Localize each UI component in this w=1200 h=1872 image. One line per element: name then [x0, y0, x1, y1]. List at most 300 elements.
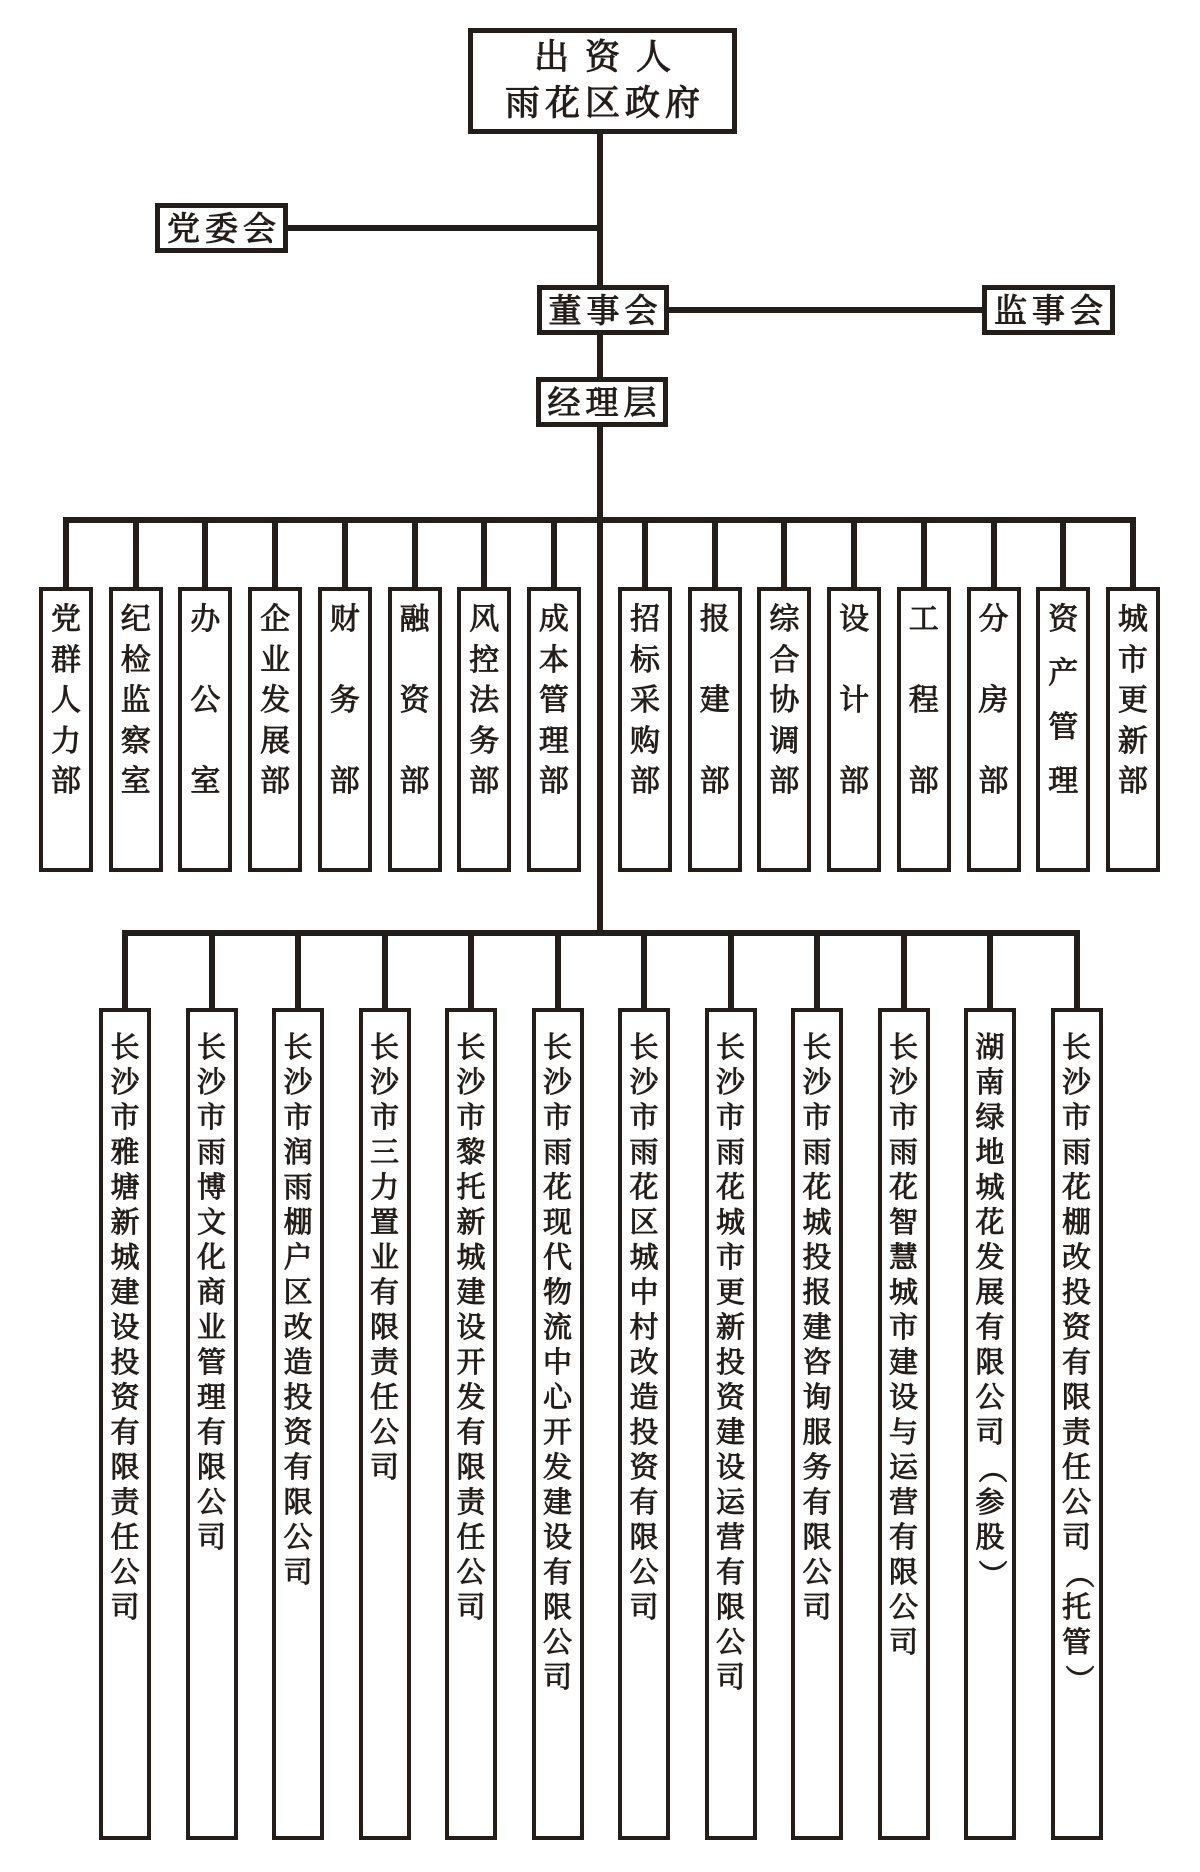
glyph: 责	[369, 1347, 399, 1379]
glyph: 办	[190, 603, 221, 636]
glyph: 长	[110, 1032, 140, 1064]
glyph: 投	[715, 1347, 745, 1379]
subsidiary-box-7	[618, 1008, 670, 1840]
glyph: 群	[51, 643, 81, 677]
subsidiary-stub-3	[295, 936, 301, 1008]
glyph: 雨	[283, 1172, 313, 1204]
glyph: 沙	[110, 1067, 140, 1099]
glyph: 建	[699, 684, 730, 717]
glyph: 公	[456, 1557, 486, 1589]
glyph: 市	[715, 1102, 745, 1134]
connector-departments-bus	[63, 517, 1136, 523]
party-committee-box	[155, 203, 288, 253]
subsidiary-label	[968, 1034, 1012, 1594]
glyph: 长	[888, 1032, 918, 1064]
department-label	[761, 605, 807, 797]
department-label	[831, 605, 877, 797]
department-stub-13	[921, 523, 927, 587]
subsidiary-stub-4	[382, 936, 388, 1008]
subsidiary-label	[536, 1034, 580, 1699]
subsidiary-label	[882, 1034, 926, 1664]
glyph: 花	[542, 1172, 572, 1204]
glyph: 任	[110, 1522, 140, 1554]
glyph: 房	[978, 684, 1009, 717]
glyph: 任	[369, 1382, 399, 1414]
department-stub-9	[642, 523, 648, 587]
glyph: 公	[196, 1487, 226, 1519]
glyph: 标	[630, 643, 660, 677]
glyph: 公	[1061, 1487, 1091, 1519]
glyph: 资	[629, 1452, 659, 1484]
department-label	[182, 605, 228, 797]
glyph: 风	[469, 603, 500, 636]
subsidiary-box-8	[705, 1008, 757, 1840]
glyph: 沙	[629, 1067, 659, 1099]
glyph: 资	[283, 1417, 313, 1449]
department-box-13	[897, 587, 951, 872]
glyph: 沙	[542, 1067, 572, 1099]
glyph: 长	[629, 1032, 659, 1064]
glyph: 公	[802, 1557, 832, 1589]
glyph: 长	[802, 1032, 832, 1064]
glyph: 部	[1117, 765, 1148, 798]
glyph: 建	[802, 1312, 832, 1344]
subsidiary-stub-2	[209, 936, 215, 1008]
glyph: 察	[120, 724, 151, 758]
glyph: 市	[802, 1102, 832, 1134]
glyph: 有	[802, 1487, 832, 1519]
glyph: 发	[542, 1452, 572, 1484]
glyph: 博	[196, 1172, 226, 1204]
glyph: 司	[975, 1417, 1005, 1449]
glyph: ）	[1061, 1664, 1094, 1694]
board-box	[537, 285, 669, 335]
glyph: 沙	[283, 1067, 313, 1099]
glyph: 投	[110, 1347, 140, 1379]
glyph: 城	[715, 1207, 745, 1239]
glyph: 营	[715, 1522, 745, 1554]
glyph: 公	[369, 1417, 399, 1449]
department-box-5	[318, 587, 372, 872]
connector-party-committee	[286, 225, 603, 231]
subsidiary-stub-1	[122, 936, 128, 1008]
glyph: 参	[975, 1487, 1005, 1519]
subsidiary-stub-7	[641, 936, 647, 1008]
subsidiary-label	[622, 1034, 666, 1629]
glyph: 城	[629, 1242, 659, 1274]
glyph: 股	[975, 1522, 1005, 1554]
glyph: 长	[196, 1032, 226, 1064]
glyph: 资	[1061, 1312, 1091, 1344]
glyph: 代	[542, 1242, 572, 1274]
department-stub-14	[991, 523, 997, 587]
subsidiary-box-2	[186, 1008, 238, 1840]
glyph: 沙	[1061, 1067, 1091, 1099]
glyph: 限	[283, 1487, 313, 1519]
glyph: 法	[469, 684, 500, 717]
glyph: 有	[110, 1417, 140, 1449]
glyph: 有	[715, 1557, 745, 1589]
department-box-3	[178, 587, 232, 872]
glyph: 市	[1061, 1102, 1091, 1134]
glyph: 资	[110, 1382, 140, 1414]
subsidiary-stub-8	[728, 936, 734, 1008]
glyph: 公	[542, 1627, 572, 1659]
glyph: 沙	[369, 1067, 399, 1099]
glyph: 有	[283, 1452, 313, 1484]
glyph: 责	[110, 1487, 140, 1519]
glyph: 建	[456, 1277, 486, 1309]
glyph: 司	[196, 1522, 226, 1554]
root-label-line2: 雨花区政府	[504, 84, 705, 123]
glyph: 监	[120, 684, 151, 717]
glyph: 理	[538, 724, 569, 758]
glyph: 发	[456, 1382, 486, 1414]
subsidiary-label	[103, 1034, 147, 1629]
glyph: 沙	[715, 1067, 745, 1099]
department-label	[622, 605, 668, 797]
glyph: 市	[110, 1102, 140, 1134]
glyph: 文	[196, 1207, 226, 1239]
glyph: 沙	[888, 1067, 918, 1099]
glyph: 投	[802, 1242, 832, 1274]
glyph: 棚	[283, 1207, 313, 1239]
glyph: 雨	[196, 1137, 226, 1169]
glyph: 理	[196, 1382, 226, 1414]
department-box-2	[109, 587, 163, 872]
glyph: 投	[283, 1382, 313, 1414]
glyph: 设	[456, 1312, 486, 1344]
department-box-14	[967, 587, 1021, 872]
subsidiary-label	[795, 1034, 839, 1629]
department-box-10	[688, 587, 742, 872]
glyph: 置	[369, 1207, 399, 1239]
glyph: 心	[542, 1382, 572, 1414]
subsidiary-label	[1055, 1034, 1099, 1699]
department-label	[392, 605, 438, 797]
party-committee-label: 党委会	[167, 209, 281, 247]
glyph: 管	[1061, 1627, 1091, 1659]
glyph: 户	[283, 1242, 313, 1274]
glyph: 室	[120, 765, 151, 798]
glyph: 力	[51, 724, 81, 758]
glyph: 花	[629, 1172, 659, 1204]
glyph: 流	[542, 1312, 572, 1344]
management-label: 经理层	[547, 383, 662, 421]
supervisory-label: 监事会	[994, 291, 1108, 329]
subsidiary-box-6	[532, 1008, 584, 1840]
glyph: 运	[888, 1452, 918, 1484]
department-box-15	[1036, 587, 1090, 872]
glyph: 绿	[975, 1102, 1005, 1134]
department-box-12	[827, 587, 881, 872]
connector-management-to-subsidiaries	[597, 425, 603, 936]
glyph: 商	[196, 1277, 226, 1309]
glyph: 湖	[975, 1032, 1005, 1064]
glyph: 部	[908, 765, 939, 798]
glyph: 责	[1061, 1417, 1091, 1449]
glyph: 市	[888, 1102, 918, 1134]
glyph: 资	[1048, 603, 1079, 636]
department-label	[901, 605, 947, 797]
glyph: 雨	[542, 1137, 572, 1169]
glyph: 雅	[110, 1137, 140, 1169]
department-stub-7	[481, 523, 487, 587]
glyph: 公	[715, 1627, 745, 1659]
glyph: 长	[542, 1032, 572, 1064]
glyph: 司	[629, 1592, 659, 1624]
glyph: 雨	[888, 1137, 918, 1169]
glyph: 设	[110, 1312, 140, 1344]
glyph: 公	[975, 1382, 1005, 1414]
department-box-1	[39, 587, 93, 872]
subsidiary-stub-12	[1074, 936, 1080, 1008]
glyph: 发	[975, 1242, 1005, 1274]
department-box-6	[388, 587, 442, 872]
glyph: 新	[110, 1207, 140, 1239]
glyph: 城	[975, 1172, 1005, 1204]
glyph: 限	[196, 1452, 226, 1484]
glyph: 市	[369, 1102, 399, 1134]
glyph: 业	[196, 1312, 226, 1344]
glyph: 有	[975, 1312, 1005, 1344]
glyph: 市	[888, 1312, 918, 1344]
glyph: 本	[538, 643, 569, 677]
glyph: 部	[399, 765, 430, 798]
glyph: 中	[542, 1347, 572, 1379]
glyph: 管	[1048, 711, 1079, 744]
glyph: 公	[110, 1557, 140, 1589]
glyph: 限	[542, 1592, 572, 1624]
glyph: 市	[283, 1102, 313, 1134]
department-stub-1	[63, 523, 69, 587]
glyph: 限	[629, 1522, 659, 1554]
glyph: 智	[888, 1207, 918, 1239]
glyph: 营	[888, 1487, 918, 1519]
glyph: 程	[908, 684, 939, 717]
glyph: 物	[542, 1277, 572, 1309]
glyph: 沙	[456, 1067, 486, 1099]
glyph: 长	[456, 1032, 486, 1064]
glyph: 村	[629, 1312, 659, 1344]
glyph: 部	[51, 765, 81, 798]
glyph: 有	[456, 1417, 486, 1449]
glyph: 设	[888, 1382, 918, 1414]
department-label	[252, 605, 298, 797]
subsidiary-box-12	[1051, 1008, 1103, 1840]
glyph: 部	[978, 765, 1009, 798]
subsidiary-box-1	[99, 1008, 151, 1840]
glyph: 发	[260, 684, 291, 717]
glyph: 司	[369, 1452, 399, 1484]
connector-board-to-management	[597, 333, 603, 379]
glyph: 新	[715, 1312, 745, 1344]
glyph: 沙	[802, 1067, 832, 1099]
subsidiary-stub-5	[468, 936, 474, 1008]
glyph: 分	[978, 603, 1009, 636]
glyph: 业	[260, 643, 291, 677]
glyph: 雨	[629, 1137, 659, 1169]
glyph: 咨	[802, 1347, 832, 1379]
glyph: 花	[715, 1172, 745, 1204]
department-label	[43, 605, 89, 797]
subsidiary-stub-10	[901, 936, 907, 1008]
subsidiary-stub-6	[555, 936, 561, 1008]
glyph: 部	[329, 765, 360, 798]
glyph: 融	[399, 603, 430, 636]
glyph: 务	[329, 684, 360, 717]
glyph: 部	[699, 765, 730, 798]
glyph: 报	[699, 603, 730, 636]
root-label-line1: 出资人	[533, 38, 687, 77]
glyph: 协	[769, 684, 800, 717]
glyph: 沙	[196, 1067, 226, 1099]
glyph: 招	[630, 603, 660, 636]
department-label	[322, 605, 368, 797]
glyph: 务	[469, 724, 500, 758]
connector-root-to-board	[597, 131, 603, 288]
glyph: 业	[369, 1242, 399, 1274]
department-stub-11	[781, 523, 787, 587]
glyph: 设	[542, 1522, 572, 1554]
glyph: 托	[456, 1172, 486, 1204]
glyph: 设	[715, 1452, 745, 1484]
glyph: 采	[630, 684, 660, 717]
glyph: 司	[283, 1557, 313, 1589]
department-label	[971, 605, 1017, 797]
glyph: 力	[369, 1172, 399, 1204]
connector-subsidiaries-bus	[122, 930, 1080, 936]
glyph: 纪	[120, 603, 151, 636]
glyph: 购	[630, 724, 660, 758]
department-label	[692, 605, 738, 797]
glyph: 市	[542, 1102, 572, 1134]
department-label	[1040, 605, 1086, 797]
glyph: 司	[888, 1627, 918, 1659]
glyph: 花	[1061, 1172, 1091, 1204]
subsidiary-box-10	[878, 1008, 930, 1840]
glyph: 更	[1117, 684, 1148, 717]
glyph: 报	[802, 1277, 832, 1309]
glyph: （	[1061, 1559, 1094, 1589]
glyph: 造	[629, 1382, 659, 1414]
subsidiary-box-3	[272, 1008, 324, 1840]
glyph: 产	[1048, 657, 1079, 690]
subsidiary-label	[363, 1034, 407, 1489]
glyph: 部	[538, 765, 569, 798]
department-stub-16	[1130, 523, 1136, 587]
glyph: 黎	[456, 1137, 486, 1169]
glyph: 有	[888, 1522, 918, 1554]
glyph: 限	[1061, 1382, 1091, 1414]
glyph: 司	[110, 1592, 140, 1624]
glyph: 开	[456, 1347, 486, 1379]
glyph: 新	[456, 1207, 486, 1239]
department-label	[1110, 605, 1156, 797]
glyph: 长	[715, 1032, 745, 1064]
glyph: 托	[1061, 1592, 1091, 1624]
glyph: 资	[399, 684, 430, 717]
subsidiary-label	[709, 1034, 753, 1699]
glyph: 改	[629, 1347, 659, 1379]
glyph: 南	[975, 1067, 1005, 1099]
glyph: 公	[629, 1557, 659, 1589]
subsidiary-label	[190, 1034, 234, 1559]
department-stub-6	[412, 523, 418, 587]
glyph: 投	[1061, 1277, 1091, 1309]
glyph: 长	[283, 1032, 313, 1064]
department-stub-8	[551, 523, 557, 587]
glyph: 展	[260, 724, 291, 758]
subsidiary-box-5	[445, 1008, 497, 1840]
glyph: 新	[1117, 724, 1148, 758]
glyph: 建	[110, 1277, 140, 1309]
glyph: 有	[1061, 1347, 1091, 1379]
glyph: 调	[769, 724, 800, 758]
glyph: 市	[629, 1102, 659, 1134]
connector-board-to-supervisory	[666, 307, 984, 313]
subsidiary-label	[276, 1034, 320, 1594]
glyph: 雨	[802, 1137, 832, 1169]
subsidiary-label	[449, 1034, 493, 1629]
glyph: 花	[888, 1172, 918, 1204]
glyph: 企	[260, 603, 291, 636]
glyph: 现	[542, 1207, 572, 1239]
glyph: 公	[888, 1592, 918, 1624]
glyph: 限	[888, 1557, 918, 1589]
department-stub-4	[272, 523, 278, 587]
glyph: 室	[190, 765, 221, 798]
glyph: 部	[839, 765, 870, 798]
glyph: 司	[456, 1592, 486, 1624]
management-box	[536, 377, 668, 427]
glyph: 部	[769, 765, 800, 798]
department-box-9	[618, 587, 672, 872]
glyph: 有	[196, 1417, 226, 1449]
glyph: 有	[369, 1277, 399, 1309]
glyph: 理	[1048, 765, 1079, 798]
glyph: 改	[283, 1312, 313, 1344]
glyph: 运	[715, 1487, 745, 1519]
glyph: 公	[190, 684, 221, 717]
department-stub-10	[712, 523, 718, 587]
department-label	[461, 605, 507, 797]
glyph: 市	[715, 1242, 745, 1274]
glyph: 花	[802, 1172, 832, 1204]
glyph: 开	[542, 1417, 572, 1449]
glyph: 润	[283, 1137, 313, 1169]
glyph: 改	[1061, 1242, 1091, 1274]
glyph: 城	[110, 1242, 140, 1274]
glyph: 司	[1061, 1522, 1091, 1554]
glyph: 部	[260, 765, 291, 798]
glyph: 限	[110, 1452, 140, 1484]
glyph: 市	[196, 1102, 226, 1134]
glyph: 限	[456, 1452, 486, 1484]
glyph: 财	[329, 603, 360, 636]
department-stub-15	[1060, 523, 1066, 587]
glyph: 更	[715, 1277, 745, 1309]
glyph: 务	[802, 1452, 832, 1484]
glyph: 询	[802, 1382, 832, 1414]
glyph: 党	[51, 603, 81, 636]
department-stub-2	[133, 523, 139, 587]
glyph: 设	[839, 603, 870, 636]
department-stub-12	[851, 523, 857, 587]
glyph: 造	[283, 1347, 313, 1379]
department-box-11	[757, 587, 811, 872]
department-box-8	[527, 587, 581, 872]
